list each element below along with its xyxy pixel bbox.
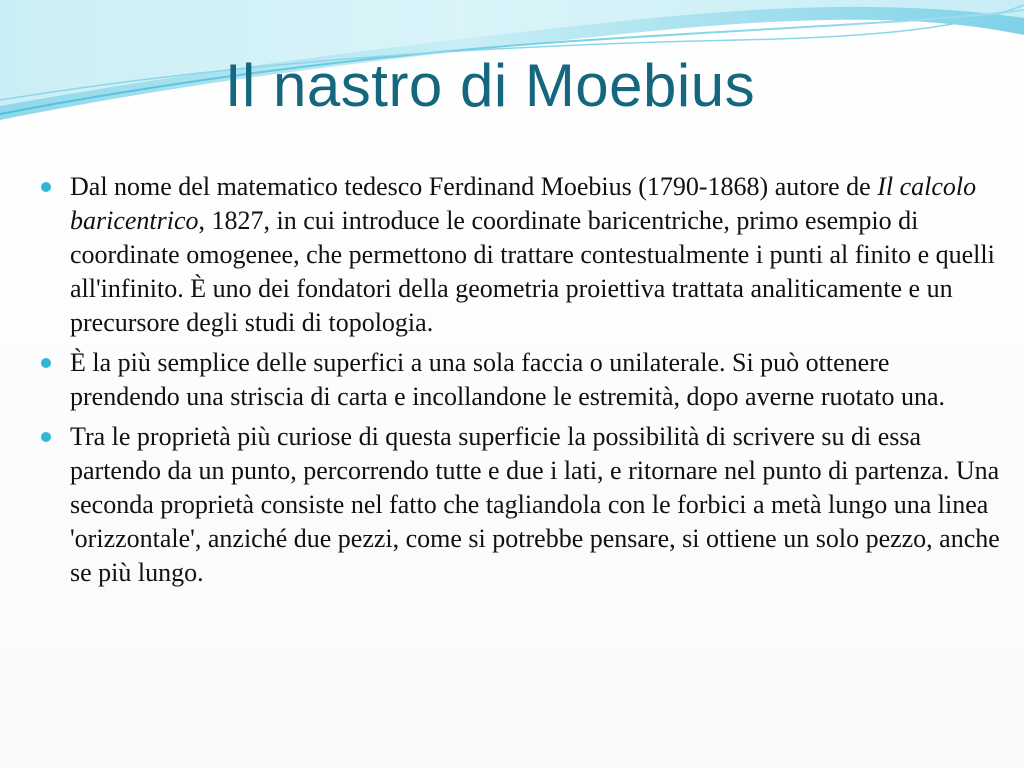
bullet-item bbox=[40, 170, 1000, 340]
bullet-text: È la più semplice delle superfici a una sola faccia o unilaterale. Si può ottenere prendendo una striscia di carta e incollandone le estremità, dopo averne ruotato una. bbox=[70, 348, 945, 411]
bullet-item bbox=[40, 420, 1000, 590]
book-title: Il calcolo baricentrico bbox=[70, 172, 977, 235]
bullet-text-start: Dal nome del matematico tedesco Ferdinand Moebius (1790-1868) autore de bbox=[70, 172, 878, 201]
bullet-text-end: , 1827, in cui introduce le coordinate baricentriche, primo esempio di coordinate omogenee, che permettono di trattare contestualmente i punti al finito e quelli all'infinito. È uno dei fondatori della geometria proiettiva trattata analiticamente e un precursore degli studi di topologia. bbox=[70, 206, 995, 337]
bullet-dot-icon bbox=[41, 182, 51, 192]
bullet-dot-icon bbox=[41, 432, 51, 442]
bullet-dot-icon bbox=[41, 358, 51, 368]
bullet-list bbox=[40, 170, 1000, 596]
bullet-text: Tra le proprietà più curiose di questa superficie la possibilità di scrivere su di essa partendo da un punto, percorrendo tutte e due i lati, e ritornare nel punto di partenza. Una seconda proprietà consiste nel fatto che tagliandola con le forbici a metà lungo una linea 'orizzontale', anziché due pezzi, come si potrebbe pensare, si ottiene un solo pezzo, anche se più lungo. bbox=[70, 422, 1000, 587]
bullet-item bbox=[40, 346, 1000, 414]
slide-title: Il nastro di Moebius bbox=[224, 52, 756, 119]
bullet-text bbox=[70, 170, 1000, 340]
